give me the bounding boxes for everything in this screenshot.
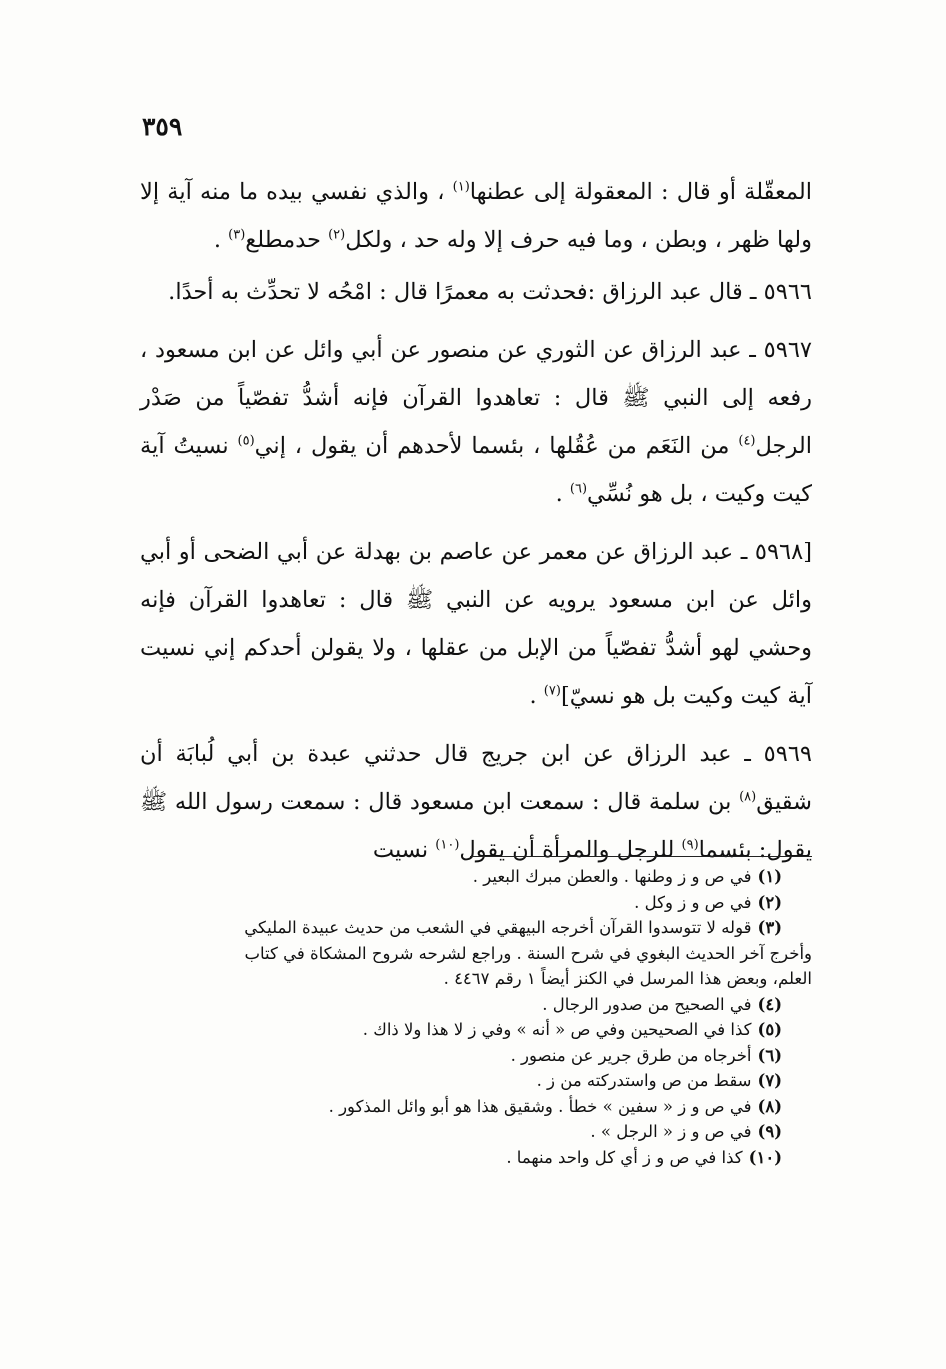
paragraph (140, 268, 812, 316)
footnote-number: (٥) (757, 1020, 782, 1039)
footnote (140, 1119, 812, 1145)
footnote (140, 1145, 812, 1171)
footnote-number: (٦) (757, 1045, 782, 1065)
paragraph-text: نسيت (372, 837, 436, 863)
footnote-ref[interactable]: (٤) (738, 433, 756, 449)
footnote-text: كذا في الصحيحين وفي ص « أنه » وفي ز لا هذا ولا ذاك . (362, 1020, 752, 1039)
footnote-text: سقط من ص واستدركته من ز . (536, 1071, 752, 1090)
paragraph-text: للرجل والمرأة أن يقول (459, 837, 682, 863)
paragraph-text: ٥٩٦٦ ـ قال عبد الرزاق :فحدثت به معمرًا قال : امْحُه لا تحدِّث به أحدًا. (168, 279, 812, 305)
paragraph-text: نسيتُ آية كيت وكيت ، بل هو نُسِّي (140, 433, 812, 507)
footnote (140, 915, 812, 941)
footnote-continuation: العلم، وبعض هذا المرسل في الكنز أيضاً ١ رقم ٤٤٦٧ . (443, 969, 812, 988)
footnote (140, 890, 812, 916)
page-number: ٣٥٩ (142, 112, 183, 141)
footnote-ref[interactable]: (١) (452, 179, 470, 195)
footnote (140, 1017, 812, 1043)
footnote-ref[interactable]: (٩) (681, 837, 699, 853)
paragraph-text: ٥٩٦٧ ـ عبد الرزاق عن الثوري عن منصور عن أبي وائل عن ابن مسعود ، رفعه إلى النبي ﷺ قال : تعاهدوا القرآن فإنه أشدُّ تفصّياً من صَدْر الرجل (140, 337, 812, 459)
footnote-text: أخرجاه من طرق جرير عن منصور . (510, 1045, 752, 1065)
paragraph-text: [٥٩٦٨ ـ عبد الرزاق عن معمر عن عاصم بن بهدلة عن أبي الضحى أو أبي وائل عن ابن مسعود يرويه عن النبي ﷺ قال : تعاهدوا القرآن فإنه وحشي لهو أشدُّ تفصّياً من الإبل من عقلها ، ولا يقولن أحدكم إني نسيت آية كيت وكيت بل هو نسيّ] (140, 539, 812, 709)
footnote-text: كذا في ص و ز أي كل واحد منهما . (506, 1147, 743, 1167)
paragraph-text: . (529, 683, 544, 709)
footnote-text: في ص و ز وطنها . والعطن مبرك البعير . (472, 867, 752, 886)
footnote-number: (٣) (757, 918, 782, 937)
footnote-divider (470, 856, 812, 857)
footnote-text: في ص و ز « الرجل » . (590, 1122, 752, 1141)
footnote-number: (١٠) (748, 1147, 782, 1167)
footnote-text: في ص و ز « سفين » خطأ . وشقيق هذا هو أبو وائل المذكور . (328, 1096, 752, 1116)
main-text (140, 168, 812, 884)
paragraph (140, 168, 812, 264)
paragraph-text: . (213, 227, 229, 253)
paragraph (140, 528, 812, 720)
footnote (140, 1068, 812, 1094)
footnote-continuation: وأخرج آخر الحديث البغوي في شرح السنة . وراجع لشرحه شروح المشكاة في كتاب (244, 943, 812, 963)
paragraph-text: المعقّلة أو قال : المعقولة إلى عطنها (469, 179, 812, 205)
paragraph-text: . (555, 481, 570, 507)
footnote-ref[interactable]: (٣) (228, 227, 246, 243)
paragraph (140, 730, 812, 874)
paragraph (140, 326, 812, 518)
footnotes (140, 864, 812, 1170)
footnote-number: (٧) (757, 1071, 782, 1090)
footnote-number: (١) (757, 867, 782, 886)
footnote-ref[interactable]: (٢) (328, 227, 346, 243)
footnote-number: (٩) (757, 1122, 782, 1141)
footnote (140, 992, 812, 1018)
footnote (140, 864, 812, 890)
paragraph-text: ٥٩٦٩ ـ عبد الرزاق عن ابن جريج قال حدثني عبدة بن أبي لُبابَة أن شقيق (140, 741, 812, 815)
footnote-number: (٨) (757, 1096, 782, 1116)
footnote (140, 1094, 812, 1120)
footnote-text: قوله لا تتوسدوا القرآن أخرجه البيهقي في الشعب من حديث عبيدة المليكي (244, 918, 752, 937)
footnote-ref[interactable]: (٨) (739, 789, 757, 805)
footnote-text: في ص و ز وكل . (634, 892, 752, 912)
footnote-number: (٤) (757, 994, 782, 1014)
paragraph-text: من النَعَم من عُقُلها ، بئسما لأحدهم أن يقول ، إني (254, 433, 739, 459)
footnote-number: (٢) (757, 892, 782, 912)
paragraph-text: بن سلمة قال : سمعت ابن مسعود قال : سمعت رسول الله ﷺ يقول: بئسما (140, 789, 812, 863)
footnote-ref[interactable]: (٦) (569, 481, 588, 497)
paragraph-text: حدمطلع (245, 227, 329, 253)
footnote-ref[interactable]: (٥) (237, 433, 255, 449)
footnote-text: في الصحيح من صدور الرجال . (542, 994, 752, 1014)
footnote-ref[interactable]: (١٠) (435, 837, 460, 853)
footnote (140, 1043, 812, 1069)
footnote-ref[interactable]: (٧) (543, 683, 561, 699)
paragraph-text: ، والذي نفسي بيده ما منه آية إلا ولها ظهر ، وبطن ، وما فيه حرف إلا وله حد ، ولكل (140, 179, 812, 253)
